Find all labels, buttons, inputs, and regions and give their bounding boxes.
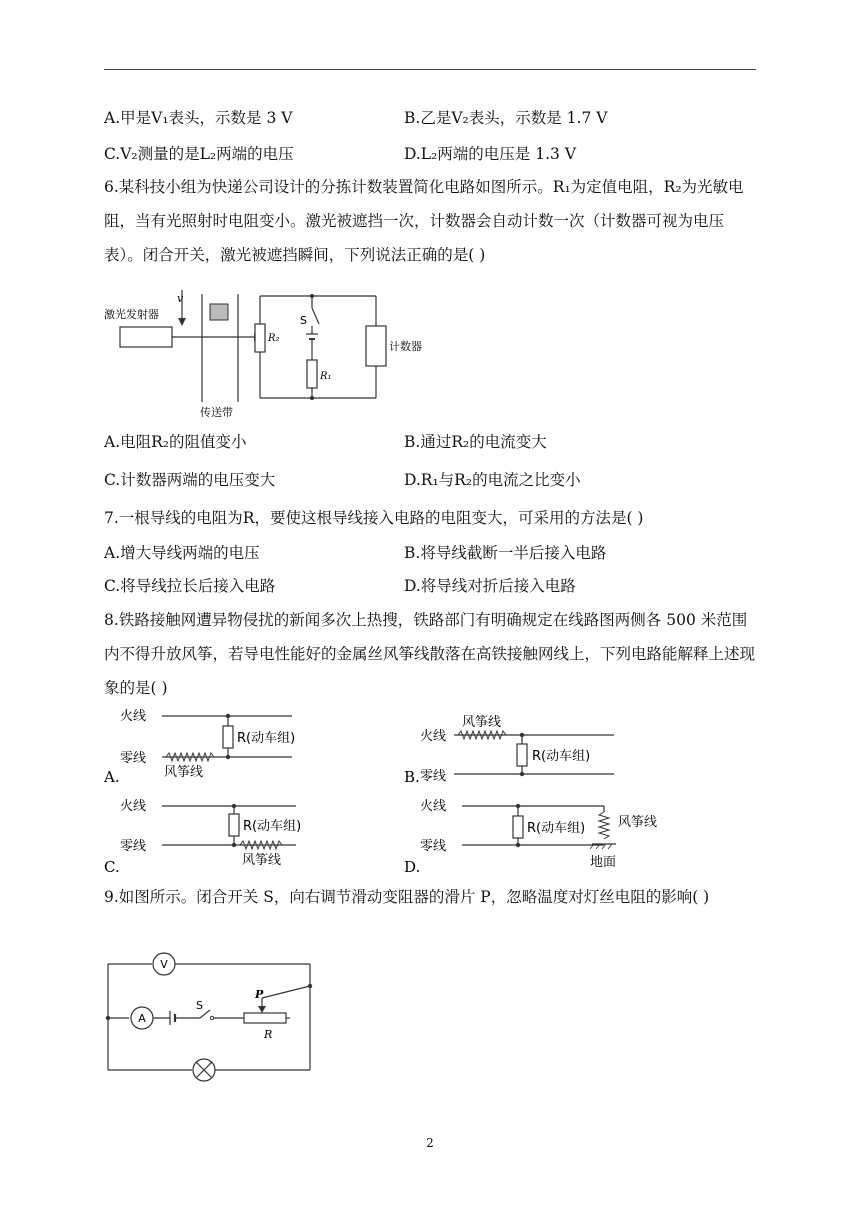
r2-label: R₂ — [268, 333, 280, 344]
circuit-line — [308, 984, 312, 988]
switch-icon — [312, 308, 319, 324]
q7-option-a: A.增大导线两端的电压 — [104, 544, 260, 562]
resistor-label: R(动车组) — [243, 819, 302, 834]
laser-emitter-box — [120, 327, 172, 347]
slider-icon — [258, 1006, 266, 1013]
neutral-wire-label: 零线 — [120, 751, 147, 766]
q7-stem: 7.一根导线的电阻为R，要使这根导线接入电路的电阻变大，可采用的方法是( ) — [104, 509, 644, 527]
q5-option-d: D.L₂两端的电压是 1.3 V — [404, 145, 577, 163]
q6-figure — [104, 284, 422, 424]
q5-option-c: C.V₂测量的是L₂两端的电压 — [104, 145, 294, 163]
live-wire-label: 火线 — [420, 729, 447, 744]
circuit-line — [229, 814, 239, 836]
option-letter-b: B. — [404, 768, 420, 786]
velocity-arrow-icon — [178, 318, 186, 326]
q7-option-b: B.将导线截断一半后接入电路 — [404, 544, 607, 562]
r2-resistor — [255, 324, 265, 352]
switch-label: S — [300, 314, 307, 327]
q9-stem: 9.如图所示。闭合开关 S，向右调节滑动变阻器的滑片 P，忽略温度对灯丝电阻的影响( ) — [104, 888, 710, 906]
kite-line-label: 风筝线 — [462, 715, 502, 730]
q9-figure — [104, 946, 318, 1090]
neutral-wire-label: 零线 — [120, 839, 147, 854]
belt-label: 传送带 — [200, 406, 233, 419]
resistor-label: R(动车组) — [237, 731, 296, 746]
laser-label: 激光发射器 — [104, 308, 159, 321]
circuit-line — [210, 1016, 213, 1019]
q7-option-c: C.将导线拉长后接入电路 — [104, 577, 276, 595]
q5-option-b: B.乙是V₂表头，示数是 1.7 V — [404, 109, 608, 127]
r1-resistor — [307, 360, 317, 388]
circuit-line — [223, 726, 233, 748]
live-wire-label: 火线 — [420, 799, 447, 814]
page-number: 2 — [426, 1136, 434, 1150]
q8-figure-a — [104, 704, 324, 786]
q5-option-a: A.甲是V₁表头，示数是 3 V — [104, 109, 293, 127]
q8-figure-b — [404, 712, 644, 788]
q6-option-b: B.通过R₂的电流变大 — [404, 433, 547, 451]
switch-label: S — [196, 999, 203, 1012]
neutral-wire-label: 零线 — [420, 839, 447, 854]
circuit-line — [517, 744, 527, 766]
resistor-label: R(动车组) — [527, 821, 586, 836]
neutral-wire-label: 零线 — [420, 769, 447, 784]
counter-label: 计数器 — [389, 340, 422, 353]
q8-figure-d — [404, 794, 674, 876]
kite-line-label: 风筝线 — [164, 765, 204, 780]
option-letter-d: D. — [404, 858, 421, 876]
ammeter-label: A — [138, 1012, 146, 1025]
kite-line-label: 风筝线 — [242, 853, 282, 868]
kite-line-label: 风筝线 — [618, 815, 658, 830]
circuit-line — [608, 844, 612, 849]
live-wire-label: 火线 — [120, 709, 147, 724]
header-rule — [104, 69, 756, 70]
q6-option-a: A.电阻R₂的阻值变小 — [104, 433, 247, 451]
option-letter-a: A. — [104, 768, 120, 786]
q8-stem: 8.铁路接触网遭异物侵扰的新闻多次上热搜，铁路部门有明确规定在线路图两侧各 500 米范围内不得升放风筝，若导电性能好的金属丝风筝线散落在高铁接触网线上，下列电路能解释上述现象的是( ) — [104, 611, 756, 697]
option-letter-c: C. — [104, 858, 120, 876]
resistor-label: R(动车组) — [532, 749, 591, 764]
q8-figure-c — [104, 794, 324, 876]
velocity-label: v — [177, 292, 184, 305]
q6-stem: 6.某科技小组为快递公司设计的分拣计数装置简化电路如图所示。R₁为定值电阻，R₂为光敏电阻，当有光照射时电阻变小。激光被遮挡一次，计数器会自动计数一次（计数器可视为电压表）。闭合开关，激光被遮挡瞬间，下列说法正确的是( ) — [104, 178, 744, 264]
r1-label: R₁ — [320, 371, 332, 382]
counter-box — [366, 326, 386, 366]
live-wire-label: 火线 — [120, 799, 147, 814]
rheostat-label: R — [264, 1028, 273, 1041]
slider-label: P — [255, 988, 264, 1001]
kite-line-icon — [599, 812, 609, 839]
q7-option-d: D.将导线对折后接入电路 — [404, 577, 576, 595]
circuit-line — [513, 816, 523, 838]
package-box — [210, 304, 228, 320]
ground-label: 地面 — [590, 855, 617, 870]
circuit-line — [262, 986, 310, 998]
q6-option-d: D.R₁与R₂的电流之比变小 — [404, 471, 581, 489]
q6-option-c: C.计数器两端的电压变大 — [104, 471, 276, 489]
voltmeter-label: V — [160, 958, 168, 971]
rheostat-icon — [244, 1013, 286, 1023]
